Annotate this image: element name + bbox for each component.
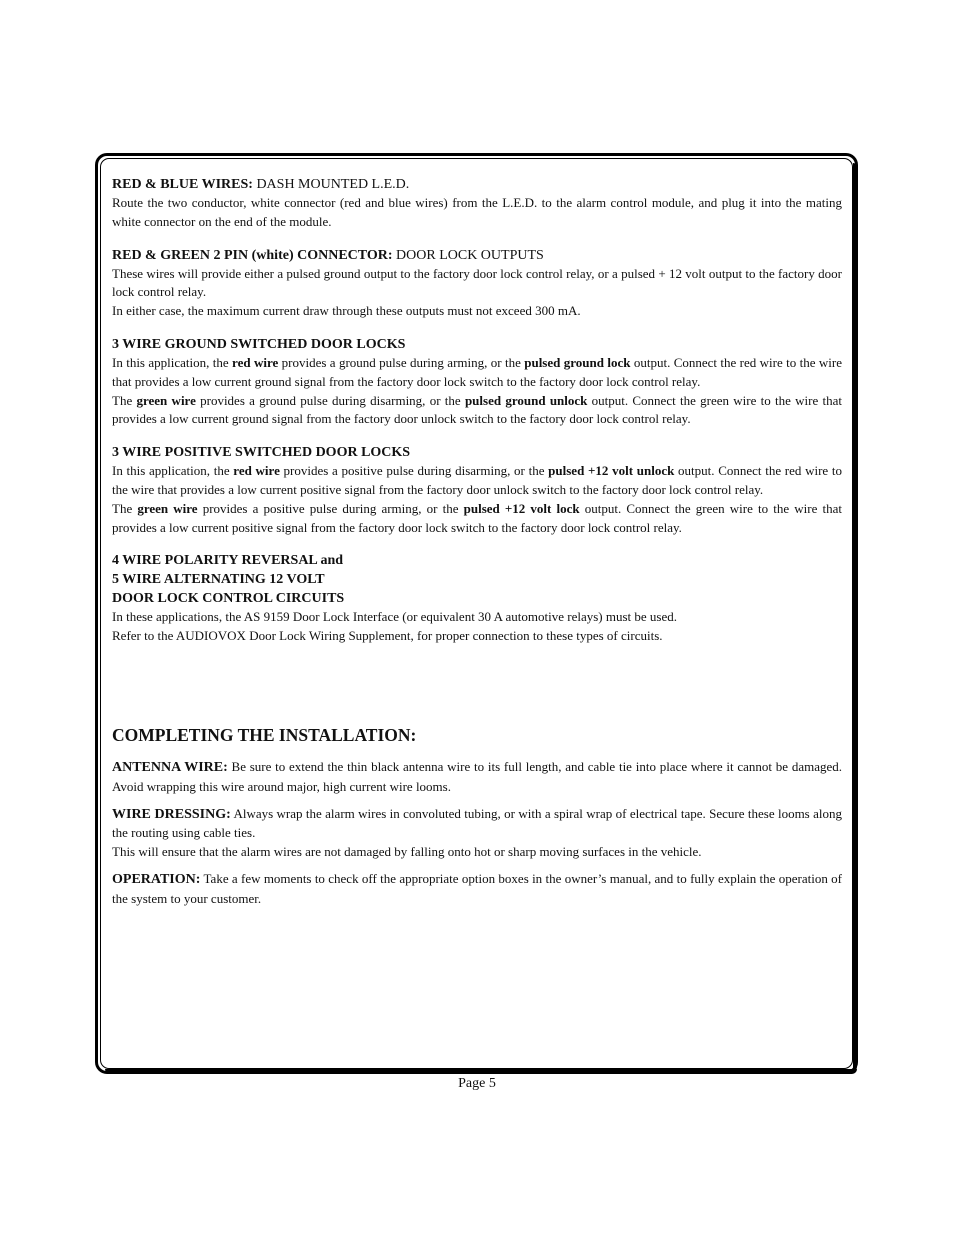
emphasis: pulsed ground lock <box>524 354 631 370</box>
text-run: output. Connect the red wire to the wire that provides a low current positive signal from the factory door unlock switch to the factory door lock control relay. <box>112 463 842 497</box>
section-heading <box>112 335 842 354</box>
text-run: provides a positive pulse during disarming, or the <box>279 463 549 479</box>
section-text <box>112 392 842 430</box>
text-run: Always wrap the alarm wires in convoluted tubing, or with a spiral wrap of electrical tape. Secure these looms along the routing using cable ties. <box>112 805 843 841</box>
antenna-wire-paragraph <box>112 758 842 797</box>
text-run: output. Connect the green wire to the wire that provides a low current ground signal from the factory door unlock switch to the factory door lock control relay. <box>112 392 842 427</box>
paragraph-label: OPERATION: <box>112 871 201 887</box>
text-run: provides a positive pulse during arming, or the <box>197 500 464 516</box>
section-heading-line: 5 WIRE ALTERNATING 12 VOLT <box>112 572 325 588</box>
text-run: Be sure to extend the thin black antenna wire to its full length, and cable tie into place where it cannot be damaged. Avoid wrapping this wire around major, high current wire looms. <box>112 758 842 794</box>
text-run: provides a ground pulse during disarming, or the <box>195 392 465 408</box>
section-text: Refer to the AUDIOVOX Door Lock Wiring Supplement, for proper connection to these types of circuits. <box>112 628 663 644</box>
section-text: In these applications, the AS 9159 Door Lock Interface (or equivalent 30 A automotive relays) must be used. <box>112 609 677 625</box>
section-text <box>112 462 842 500</box>
section-red-blue-wires <box>112 175 842 232</box>
text-run: In this application, the <box>112 463 234 479</box>
operation-paragraph <box>112 870 842 909</box>
emphasis: red wire <box>233 463 280 479</box>
emphasis: green wire <box>137 500 198 516</box>
text-run: In this application, the <box>112 354 233 370</box>
text-run: output. Connect the green wire to the wire that provides a low current positive signal from the factory door lock switch to the factory door lock control relay. <box>112 500 842 535</box>
heading-subtitle: DASH MOUNTED L.E.D. <box>252 177 410 192</box>
section-text <box>112 354 842 392</box>
heading-label: RED & BLUE WIRES: <box>112 177 253 192</box>
emphasis: pulsed +12 volt lock <box>463 500 580 516</box>
paragraph-label: WIRE DRESSING: <box>112 806 231 822</box>
section-text: Route the two conductor, white connector (red and blue wires) from the L.E.D. to the alarm control module, and plug it into the mating white connector on the end of the module. <box>112 195 842 229</box>
section-text: In either case, the maximum current draw through these outputs must not exceed 300 mA. <box>112 303 581 319</box>
completing-installation-title: COMPLETING THE INSTALLATION: <box>112 724 417 745</box>
section-heading-line: 4 WIRE POLARITY REVERSAL and <box>112 553 344 569</box>
heading-label: 3 WIRE GROUND SWITCHED DOOR LOCKS <box>112 336 406 352</box>
heading-label: RED & GREEN 2 PIN (white) CONNECTOR: <box>112 247 393 263</box>
text-run: provides a ground pulse during arming, or the <box>278 354 525 370</box>
emphasis: pulsed +12 volt unlock <box>548 463 675 479</box>
wire-dressing-note: This will ensure that the alarm wires are not damaged by falling onto hot or sharp moving surfaces in the vehicle. <box>112 844 702 860</box>
emphasis: red wire <box>232 354 279 370</box>
section-ground-switched <box>112 335 842 429</box>
wire-dressing-paragraph <box>112 805 842 844</box>
heading-subtitle: DOOR LOCK OUTPUTS <box>392 247 544 263</box>
section-heading <box>112 175 842 194</box>
text-run: The <box>112 392 137 408</box>
section-text <box>112 500 842 538</box>
section-polarity-reversal <box>112 551 842 646</box>
paragraph-label: ANTENNA WIRE: <box>112 759 228 775</box>
text-run: Take a few moments to check off the appropriate option boxes in the owner’s manual, and to fully explain the operation of the system to your customer. <box>112 870 842 906</box>
emphasis: pulsed ground unlock <box>464 392 588 408</box>
emphasis: green wire <box>136 392 196 408</box>
text-run: output. Connect the red wire to the wire that provides a low current ground signal from the factory door lock switch to the factory door lock control relay. <box>112 354 842 389</box>
text-run: The <box>112 500 138 516</box>
section-heading <box>112 246 842 265</box>
heading-label: 3 WIRE POSITIVE SWITCHED DOOR LOCKS <box>112 445 411 461</box>
page-content <box>112 175 842 917</box>
section-red-green-connector <box>112 246 842 321</box>
section-positive-switched <box>112 443 842 537</box>
section-text: These wires will provide either a pulsed ground output to the factory door lock control relay, or a pulsed + 12 volt output to the factory door lock control relay. <box>112 265 842 300</box>
section-heading <box>112 443 842 462</box>
page-number: Page 5 <box>458 1076 496 1091</box>
section-heading-line: DOOR LOCK CONTROL CIRCUITS <box>112 591 345 607</box>
